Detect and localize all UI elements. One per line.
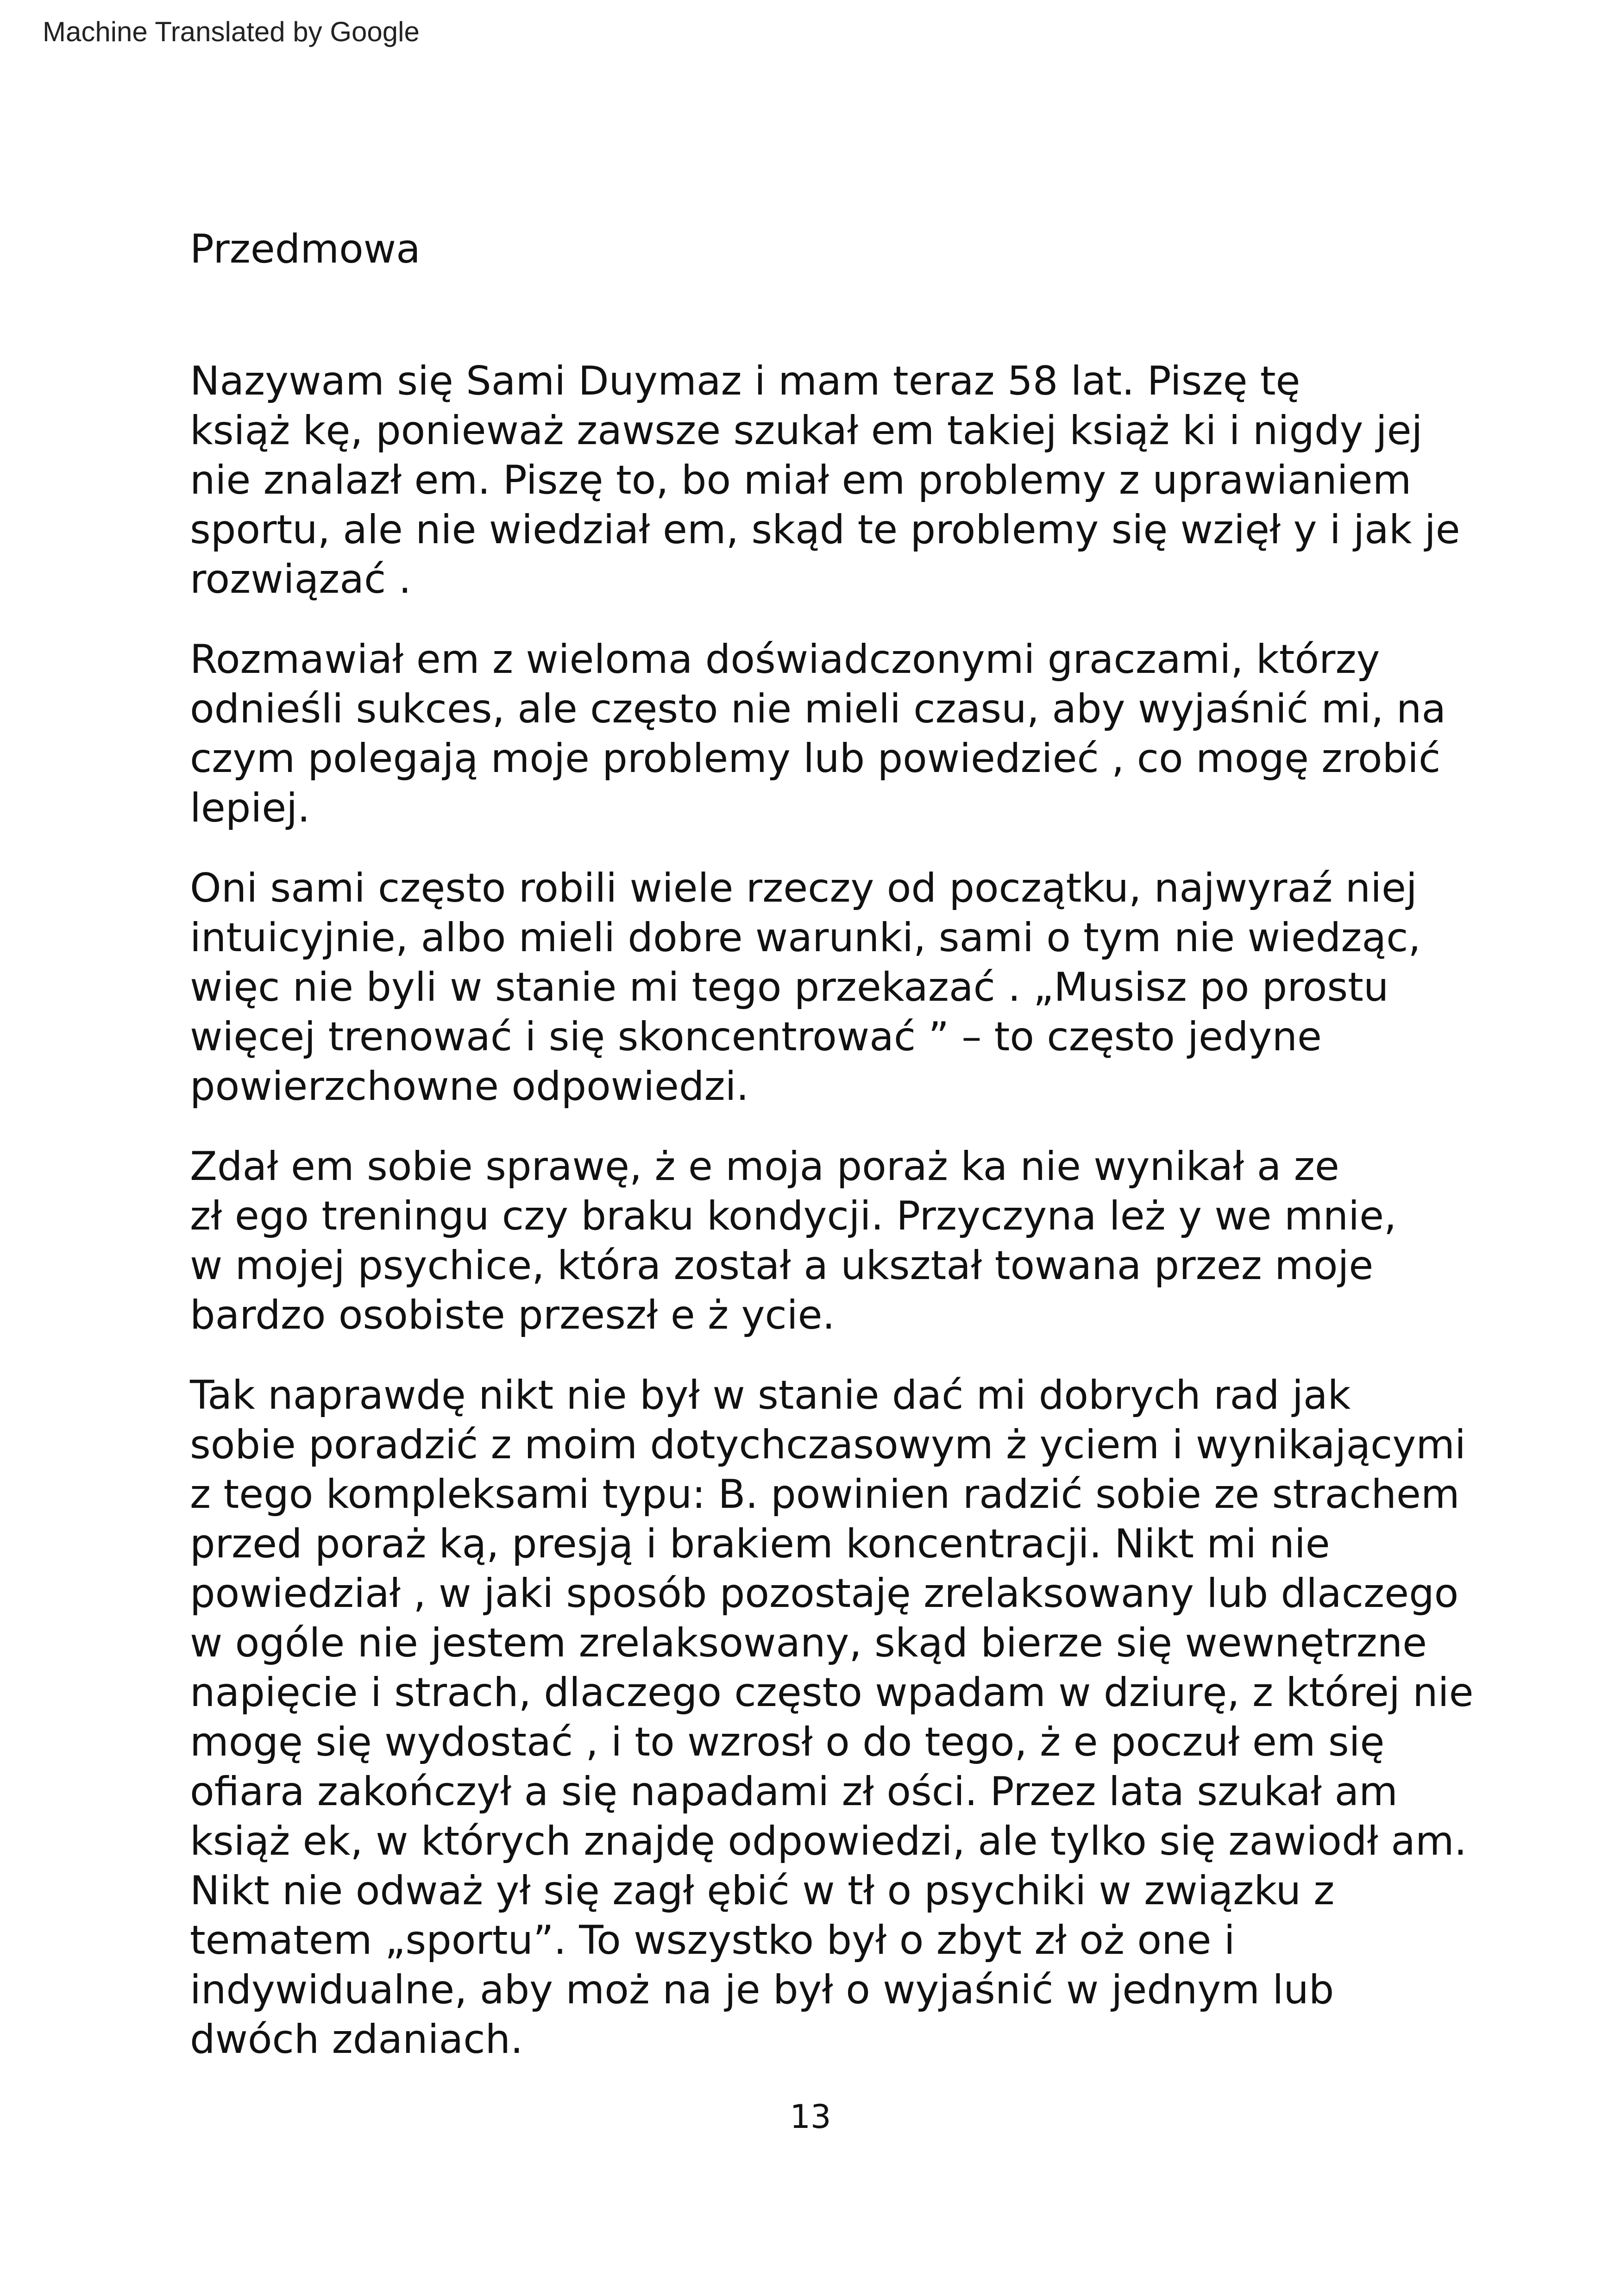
text-line: przed poraż ką, presją i brakiem koncentracji. Nikt mi nie — [190, 1521, 1330, 1567]
paragraph — [190, 864, 1496, 1111]
text-line: mogę się wydostać , i to wzrosł o do tego, ż e poczuł em się — [190, 1719, 1385, 1765]
body-text — [190, 357, 1496, 2095]
text-line: książ ek, w których znajdę odpowiedzi, ale tylko się zawiodł am. — [190, 1818, 1467, 1864]
text-line: powierzchowne odpowiedzi. — [190, 1063, 749, 1110]
text-line: powiedział , w jaki sposób pozostaję zrelaksowany lub dlaczego — [190, 1570, 1459, 1617]
text-line: indywidualne, aby moż na je był o wyjaśnić w jednym lub — [190, 1967, 1334, 2013]
text-line: Zdał em sobie sprawę, ż e moja poraż ka nie wynikał a ze — [190, 1143, 1339, 1190]
paragraph — [190, 357, 1496, 604]
text-line: zł ego treningu czy braku kondycji. Przyczyna leż y we mnie, — [190, 1193, 1397, 1239]
text-line: Tak naprawdę nikt nie był w stanie dać mi dobrych rad jak — [190, 1372, 1351, 1418]
text-line: Nazywam się Sami Duymaz i mam teraz 58 lat. Piszę tę — [190, 358, 1301, 404]
paragraph — [190, 1371, 1496, 2064]
text-line: intuicyjnie, albo mieli dobre warunki, sami o tym nie wiedząc, — [190, 915, 1421, 961]
page-number: 13 — [790, 2098, 831, 2136]
text-line: napięcie i strach, dlaczego często wpadam w dziurę, z której nie — [190, 1669, 1474, 1716]
text-line: w mojej psychice, która został a ukształ towana przez moje — [190, 1242, 1374, 1289]
text-line: tematem „sportu”. To wszystko był o zbyt zł oż one i — [190, 1917, 1235, 1964]
text-line: z tego kompleksami typu: B. powinien radzić sobie ze strachem — [190, 1471, 1460, 1518]
text-line: książ kę, ponieważ zawsze szukał em takiej książ ki i nigdy jej — [190, 408, 1423, 454]
paragraph — [190, 635, 1496, 833]
text-line: więc nie byli w stanie mi tego przekazać . „Musisz po prostu — [190, 964, 1389, 1010]
text-line: Oni sami często robili wiele rzeczy od początku, najwyraź niej — [190, 865, 1417, 911]
text-line: sportu, ale nie wiedział em, skąd te problemy się wzięł y i jak je — [190, 507, 1460, 553]
text-line: Nikt nie odważ ył się zagł ębić w tł o psychiki w związku z — [190, 1868, 1335, 1914]
paragraph — [190, 1142, 1496, 1340]
text-line: odnieśli sukces, ale często nie mieli czasu, aby wyjaśnić mi, na — [190, 686, 1446, 732]
text-line: więcej trenować i się skoncentrować ” – to często jedyne — [190, 1014, 1322, 1060]
machine-translation-banner: Machine Translated by Google — [43, 16, 420, 47]
section-heading: Przedmowa — [190, 226, 421, 272]
text-line: lepiej. — [190, 785, 310, 831]
text-line: sobie poradzić z moim dotychczasowym ż yciem i wynikającymi — [190, 1422, 1466, 1468]
text-line: rozwiązać . — [190, 556, 411, 602]
text-line: w ogóle nie jestem zrelaksowany, skąd bierze się wewnętrzne — [190, 1620, 1427, 1666]
text-line: czym polegają moje problemy lub powiedzieć , co mogę zrobić — [190, 735, 1441, 782]
text-line: nie znalazł em. Piszę to, bo miał em problemy z uprawianiem — [190, 457, 1412, 503]
text-line: dwóch zdaniach. — [190, 2016, 523, 2063]
text-line: Rozmawiał em z wieloma doświadczonymi graczami, którzy — [190, 636, 1380, 683]
text-line: ofiara zakończył a się napadami zł ości. Przez lata szukał am — [190, 1769, 1398, 1815]
text-line: bardzo osobiste przeszł e ż ycie. — [190, 1292, 835, 1338]
